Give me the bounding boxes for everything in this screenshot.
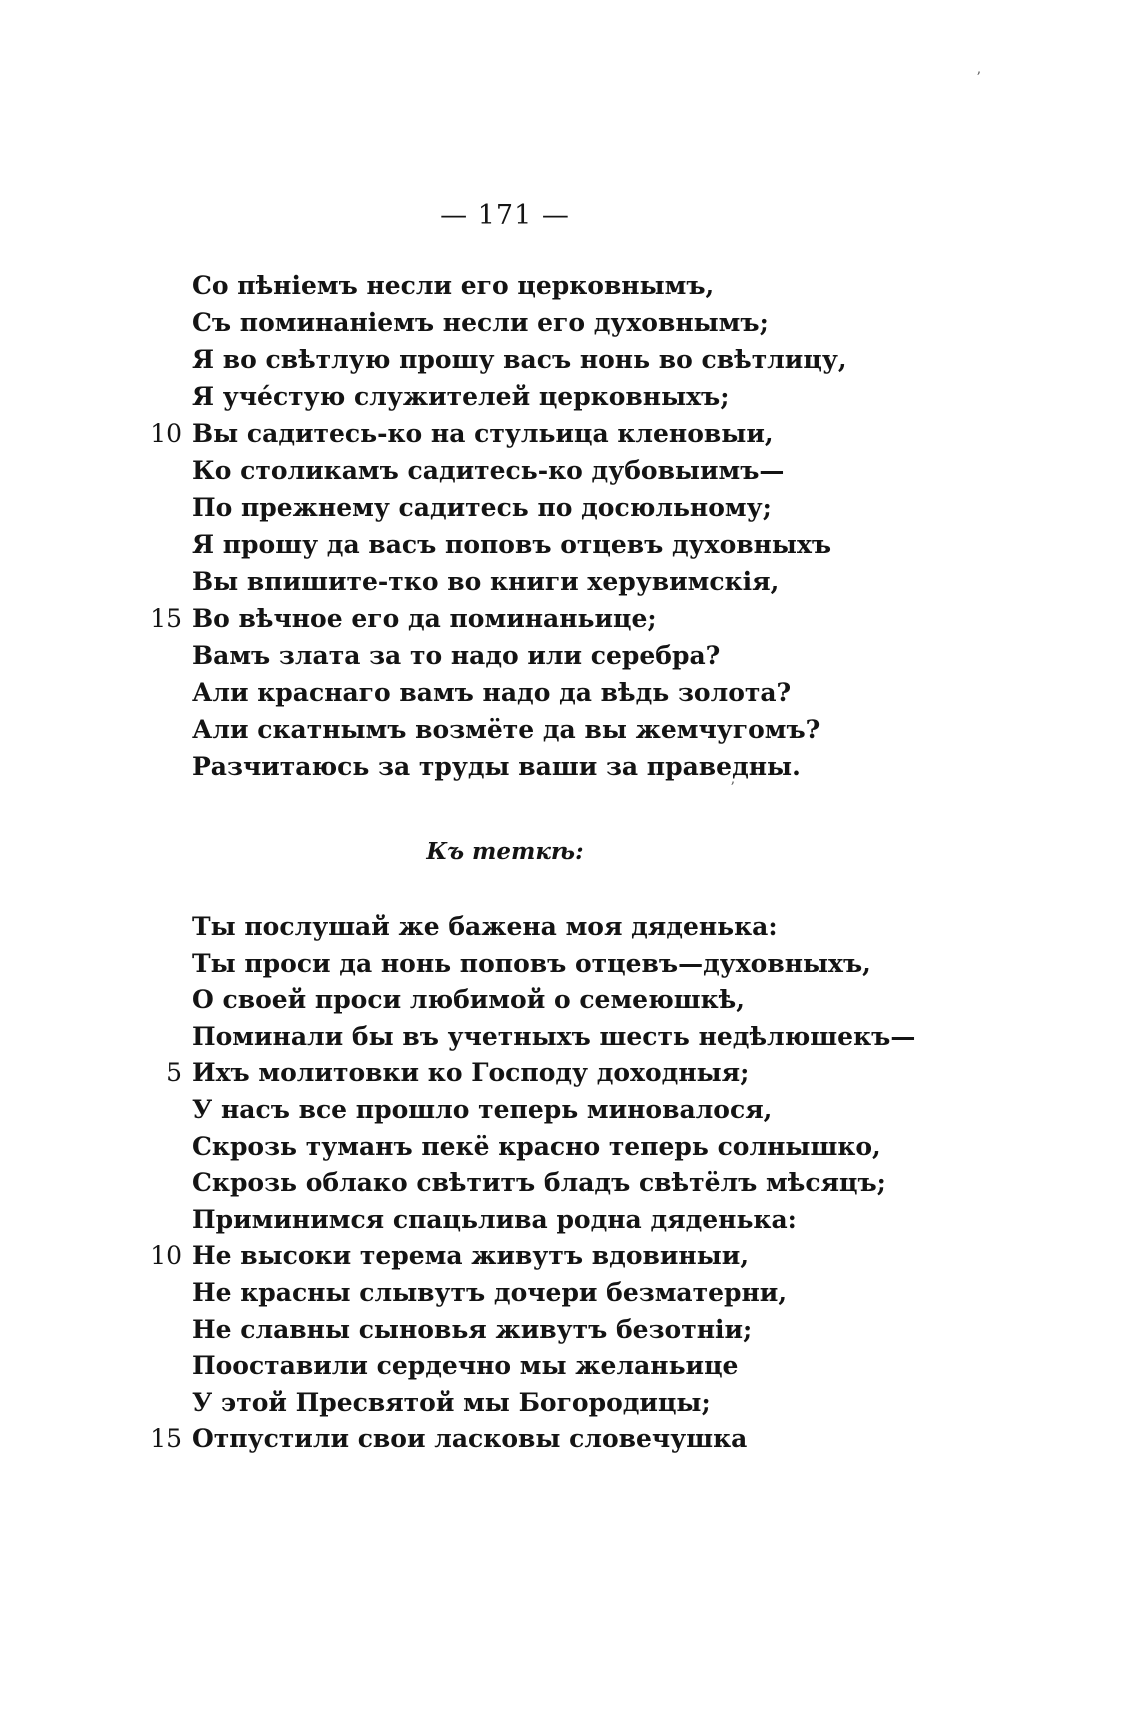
poem-line bbox=[148, 946, 1048, 983]
poem-line bbox=[148, 1385, 1048, 1422]
poem-line bbox=[148, 748, 1048, 785]
line-text: Поминали бы въ учетныхъ шесть недѣлюшекъ— bbox=[192, 1021, 916, 1051]
line-text: У насъ все прошло теперь миновалося, bbox=[192, 1094, 773, 1124]
line-text: Вы впишите-тко во книги херувимскія, bbox=[192, 567, 780, 596]
line-number: 15 bbox=[150, 1424, 182, 1454]
line-text: Съ поминаніемъ несли его духовнымъ; bbox=[192, 308, 769, 337]
line-text: О своей проси любимой о семеюшкѣ, bbox=[192, 985, 745, 1015]
ink-speck: ʼ bbox=[730, 780, 735, 796]
line-text: По прежнему садитесь по досюльному; bbox=[192, 493, 772, 522]
line-text: Ихъ молитовки ко Господу доходныя; bbox=[192, 1058, 750, 1088]
poem-stanza-2 bbox=[148, 909, 1048, 1458]
line-text: Скрозь туманъ пекё красно теперь солнышко, bbox=[192, 1131, 881, 1161]
line-text: Али краснаго вамъ надо да вѣдь золота? bbox=[192, 678, 792, 707]
line-number: 10 bbox=[150, 419, 182, 448]
line-text: Я во свѣтлую прошу васъ нонь во свѣтлицу, bbox=[192, 345, 847, 374]
line-text: Пооставили сердечно мы желаньице bbox=[192, 1351, 739, 1381]
line-text: Ко столикамъ садитесь-ко дубовыимъ— bbox=[192, 456, 785, 485]
poem-line bbox=[148, 341, 1048, 378]
poem-line bbox=[148, 304, 1048, 341]
poem-line bbox=[148, 600, 1048, 637]
poem-line bbox=[148, 267, 1048, 304]
line-text: Скрозь облако свѣтитъ бладъ свѣтёлъ мѣсяцъ; bbox=[192, 1168, 886, 1198]
page-number: — 171 — bbox=[440, 200, 570, 231]
line-text: Не красны слывутъ дочери безматерни, bbox=[192, 1277, 788, 1307]
line-number: 15 bbox=[150, 604, 182, 633]
poem-line bbox=[148, 1165, 1048, 1202]
line-text: Не высоки терема живутъ вдовиныи, bbox=[192, 1241, 750, 1271]
line-text: Приминимся спацьлива родна дяденька: bbox=[192, 1204, 797, 1234]
section-heading: Къ теткѣ: bbox=[426, 838, 584, 865]
poem-line bbox=[148, 1129, 1048, 1166]
poem-line bbox=[148, 526, 1048, 563]
poem-stanza-1 bbox=[148, 267, 1048, 785]
line-text: Не славны сыновья живутъ безотніи; bbox=[192, 1314, 753, 1344]
line-text: Ты проси да нонь поповъ отцевъ—духовныхъ, bbox=[192, 948, 871, 978]
poem-line bbox=[148, 378, 1048, 415]
line-number: 5 bbox=[166, 1058, 182, 1088]
poem-line bbox=[148, 982, 1048, 1019]
poem-line bbox=[148, 1202, 1048, 1239]
line-text: Отпустили свои ласковы словечушка bbox=[192, 1424, 748, 1454]
poem-line bbox=[148, 1055, 1048, 1092]
line-text: Али скатнымъ возмёте да вы жемчугомъ? bbox=[192, 715, 821, 744]
poem-line bbox=[148, 1421, 1048, 1458]
line-text: Разчитаюсь за труды ваши за праведны. bbox=[192, 752, 801, 781]
poem-line bbox=[148, 1238, 1048, 1275]
poem-line bbox=[148, 1019, 1048, 1056]
poem-line bbox=[148, 674, 1048, 711]
line-text: Со пѣніемъ несли его церковнымъ, bbox=[192, 271, 715, 300]
poem-line bbox=[148, 489, 1048, 526]
poem-line bbox=[148, 1092, 1048, 1129]
ink-speck: ʼ bbox=[976, 70, 981, 86]
poem-line bbox=[148, 1275, 1048, 1312]
line-text: Ты послушай же бажена моя дяденька: bbox=[192, 912, 778, 941]
poem-line bbox=[148, 909, 1048, 946]
line-text: Я учéстую служителей церковныхъ; bbox=[192, 382, 730, 411]
poem-line bbox=[148, 711, 1048, 748]
line-text: Я прошу да васъ поповъ отцевъ духовныхъ bbox=[192, 530, 832, 559]
poem-line bbox=[148, 637, 1048, 674]
line-number: 10 bbox=[150, 1241, 182, 1271]
poem-line bbox=[148, 1312, 1048, 1349]
line-text: У этой Пресвятой мы Богородицы; bbox=[192, 1387, 711, 1417]
line-text: Вамъ злата за то надо или серебра? bbox=[192, 641, 721, 670]
poem-line bbox=[148, 1348, 1048, 1385]
poem-line bbox=[148, 452, 1048, 489]
line-text: Вы садитесь-ко на стульица кленовыи, bbox=[192, 419, 774, 448]
poem-line bbox=[148, 563, 1048, 600]
poem-line bbox=[148, 415, 1048, 452]
line-text: Во вѣчное его да поминаньице; bbox=[192, 604, 657, 633]
